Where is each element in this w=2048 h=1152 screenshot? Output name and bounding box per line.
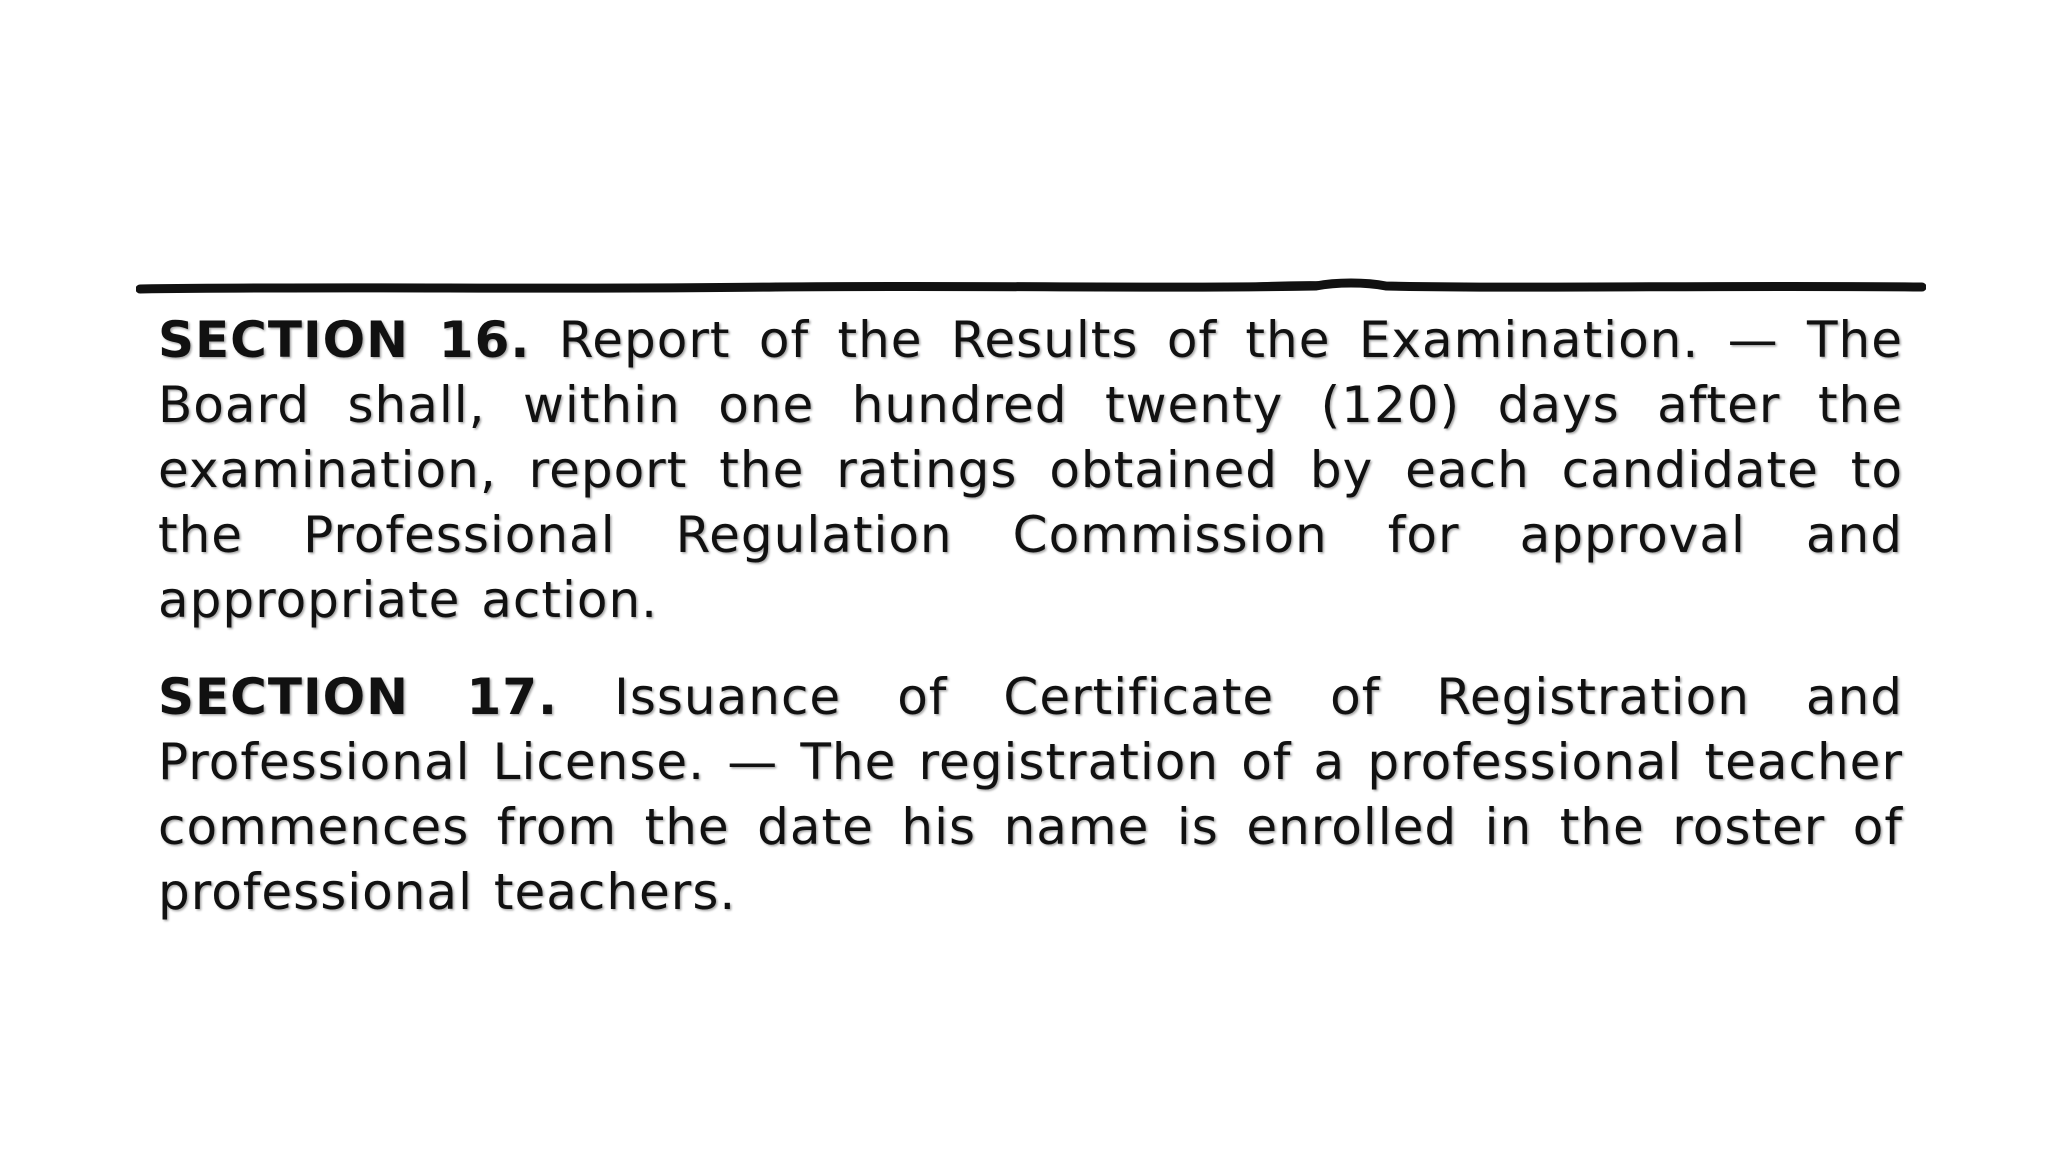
section-17-label: SECTION 17.	[158, 668, 559, 726]
section-17-text: Issuance of Certificate of Registration and Professional License. — The registration of a professional teacher commences from the date his name is enrolled in the roster of professional teachers.	[158, 668, 1903, 921]
section-16-paragraph	[158, 308, 1903, 633]
document-body	[158, 308, 1903, 925]
header-divider-line	[136, 276, 1926, 300]
section-16-text: Report of the Results of the Examination. — The Board shall, within one hundred twenty (120) days after the examination, report the ratings obtained by each candidate to the Professional Regulation Commission for approval and appropriate action.	[158, 311, 1903, 629]
section-17-paragraph	[158, 665, 1903, 925]
section-16-label: SECTION 16.	[158, 311, 531, 369]
